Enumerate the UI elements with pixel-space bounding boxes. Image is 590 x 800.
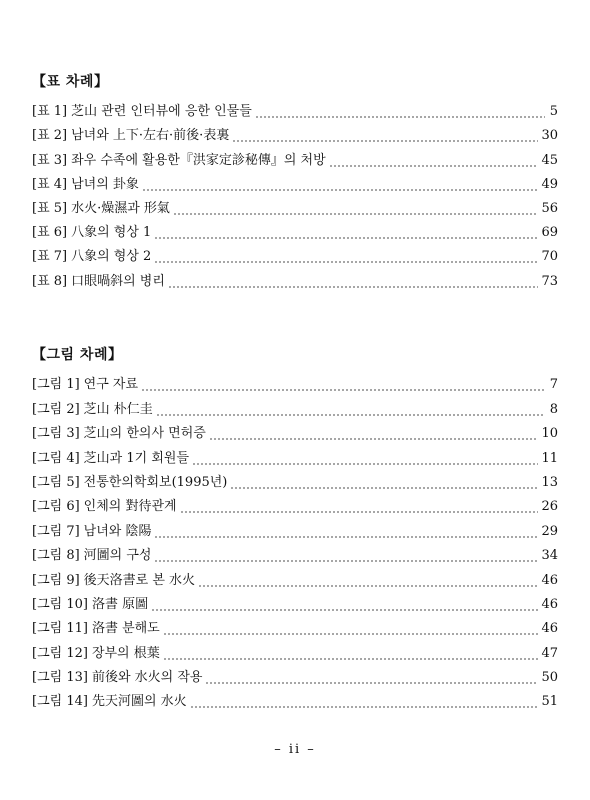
dot-leader [142, 189, 539, 191]
entry-title: 남녀의 卦象 [71, 176, 139, 192]
entry-page: 26 [541, 499, 558, 515]
table-of-tables [32, 70, 558, 294]
dot-leader [192, 463, 538, 465]
figures-heading: 【그림 차례】 [32, 347, 123, 363]
entry-title: 남녀와 上下·左右·前後·表裏 [71, 128, 230, 144]
entry-page: 56 [541, 200, 558, 216]
entry-title: 後天洛書로 본 水火 [83, 572, 196, 588]
entry-title: 八象의 형상 1 [71, 225, 152, 241]
entry-title: 八象의 형상 2 [71, 249, 152, 265]
entry-title: 先天河圖의 水火 [91, 694, 187, 710]
entry-title: 芝山 관련 인터뷰에 응한 인물들 [71, 104, 252, 120]
entry-label: [그림 1] [32, 377, 80, 393]
dot-leader [141, 389, 545, 391]
entry-page: 10 [541, 426, 558, 442]
entry-page: 49 [541, 176, 558, 192]
dot-leader [190, 706, 539, 708]
toc-entry-figure-9[interactable] [32, 568, 558, 592]
dot-leader [180, 511, 539, 513]
toc-entry-table-3[interactable] [32, 148, 558, 172]
dot-leader [156, 414, 545, 416]
dot-leader [154, 261, 538, 263]
toc-entry-figure-3[interactable] [32, 422, 558, 446]
toc-entry-figure-4[interactable] [32, 446, 558, 470]
table-of-figures [32, 343, 558, 714]
toc-entry-table-4[interactable] [32, 173, 558, 197]
entry-page: 11 [541, 450, 558, 466]
entry-page: 47 [541, 645, 558, 661]
entry-page: 45 [541, 152, 558, 168]
entry-page: 29 [541, 523, 558, 539]
tables-list [32, 100, 558, 294]
tables-heading: 【표 차례】 [32, 74, 109, 90]
entry-page: 5 [549, 104, 558, 120]
entry-label: [그림 5] [32, 474, 80, 490]
entry-label: [그림 3] [32, 426, 80, 442]
entry-title: 芝山 朴仁圭 [83, 401, 153, 417]
toc-entry-table-6[interactable] [32, 221, 558, 245]
entry-page: 46 [541, 596, 558, 612]
page-number: – ii – [274, 742, 316, 757]
entry-page: 46 [541, 572, 558, 588]
dot-leader [173, 213, 539, 215]
entry-page: 7 [549, 377, 558, 393]
entry-label: [그림 11] [32, 621, 88, 637]
dot-leader [151, 609, 538, 611]
entry-page: 69 [541, 225, 558, 241]
entry-title: 남녀와 陰陽 [83, 523, 152, 539]
entry-label: [표 7] [32, 249, 68, 265]
toc-entry-figure-13[interactable] [32, 666, 558, 690]
dot-leader [154, 560, 538, 562]
dot-leader [154, 237, 538, 239]
entry-label: [표 4] [32, 176, 68, 192]
entry-title: 水火·燥濕과 形氣 [71, 200, 170, 216]
entry-label: [표 2] [32, 128, 68, 144]
entry-page: 51 [541, 694, 558, 710]
toc-entry-table-7[interactable] [32, 245, 558, 269]
entry-title: 前後와 水火의 작용 [91, 670, 203, 686]
dot-leader [232, 140, 538, 142]
entry-page: 46 [541, 621, 558, 637]
entry-page: 30 [541, 128, 558, 144]
dot-leader [209, 438, 539, 440]
entry-label: [그림 10] [32, 596, 88, 612]
entry-page: 50 [541, 670, 558, 686]
figures-list [32, 373, 558, 714]
toc-entry-table-1[interactable] [32, 100, 558, 124]
entry-title: 전통한의학회보(1995년) [83, 474, 228, 490]
toc-entry-figure-2[interactable] [32, 397, 558, 421]
entry-label: [그림 4] [32, 450, 80, 466]
entry-title: 좌우 수족에 활용한『洪家定診秘傳』의 처방 [71, 152, 326, 168]
toc-entry-figure-12[interactable] [32, 641, 558, 665]
entry-label: [그림 2] [32, 401, 80, 417]
toc-entry-figure-11[interactable] [32, 617, 558, 641]
entry-title: 장부의 根葉 [91, 645, 160, 661]
toc-entry-figure-14[interactable] [32, 690, 558, 714]
toc-entry-table-2[interactable] [32, 124, 558, 148]
entry-label: [그림 13] [32, 670, 88, 686]
toc-entry-table-5[interactable] [32, 197, 558, 221]
entry-label: [그림 7] [32, 523, 80, 539]
dot-leader [329, 165, 539, 167]
entry-page: 70 [541, 249, 558, 265]
entry-page: 13 [541, 474, 558, 490]
entry-page: 8 [549, 401, 558, 417]
entry-title: 洛書 原圖 [91, 596, 149, 612]
entry-label: [표 1] [32, 104, 68, 120]
entry-label: [표 3] [32, 152, 68, 168]
entry-label: [그림 6] [32, 499, 80, 515]
dot-leader [163, 633, 539, 635]
entry-title: 口眼喎斜의 병리 [71, 273, 165, 289]
entry-title: 芝山의 한의사 면허증 [83, 426, 206, 442]
entry-label: [표 5] [32, 200, 68, 216]
toc-entry-figure-10[interactable] [32, 593, 558, 617]
entry-label: [표 6] [32, 225, 68, 241]
toc-entry-figure-5[interactable] [32, 471, 558, 495]
toc-entry-figure-1[interactable] [32, 373, 558, 397]
toc-entry-table-8[interactable] [32, 269, 558, 293]
entry-title: 洛書 분해도 [91, 621, 160, 637]
entry-page: 34 [541, 548, 558, 564]
entry-label: [그림 8] [32, 548, 80, 564]
entry-title: 인체의 對待관계 [83, 499, 177, 515]
entry-label: [그림 9] [32, 572, 80, 588]
entry-label: [표 8] [32, 273, 68, 289]
entry-title: 芝山과 1기 회원들 [83, 450, 189, 466]
entry-title: 연구 자료 [83, 377, 139, 393]
dot-leader [168, 286, 539, 288]
dot-leader [198, 585, 538, 587]
entry-title: 河圖의 구성 [83, 548, 152, 564]
dot-leader [163, 658, 539, 660]
entry-label: [그림 14] [32, 694, 88, 710]
dot-leader [255, 116, 545, 118]
toc-entry-figure-8[interactable] [32, 544, 558, 568]
dot-leader [205, 682, 538, 684]
toc-entry-figure-7[interactable] [32, 519, 558, 543]
toc-entry-figure-6[interactable] [32, 495, 558, 519]
dot-leader [230, 487, 538, 489]
entry-page: 73 [541, 273, 558, 289]
dot-leader [154, 536, 538, 538]
entry-label: [그림 12] [32, 645, 88, 661]
